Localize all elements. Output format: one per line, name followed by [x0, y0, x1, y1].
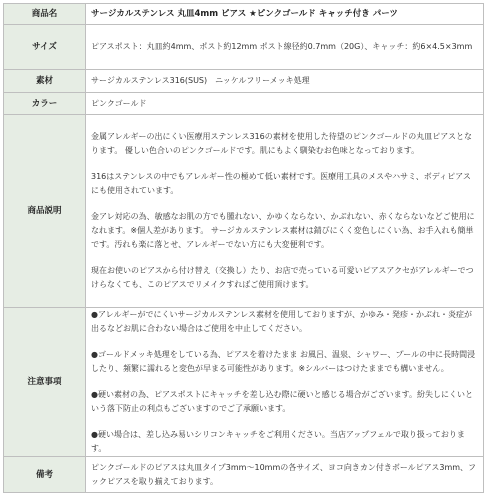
row-size	[4, 25, 484, 70]
notes-paragraph: ●ゴールドメッキ処理をしている為、ピアスを着けたまま お風呂、温泉、シャワー、プールの中に長時間浸したり、頻繁に濡れると変色が早まる可能性があります。※シルバーはつけたままでも構いません。	[91, 350, 476, 373]
label-size: サイズ	[4, 25, 86, 70]
value-size: ピアスポスト：丸皿約4mm、ポスト約12mm ポスト線径約0.7mm（20G）、キャッチ：約6×4.5×3mm	[86, 25, 484, 70]
notes-paragraph: ●硬い素材の為、ピアスポストにキャッチを差し込む際に硬いと感じる場合がございます。紛失しにくいという落下防止の利点もございますのでご了承願います。	[91, 390, 474, 413]
product-info-table-wrapper	[3, 3, 484, 493]
row-description	[4, 115, 484, 308]
value-product-name: サージカルステンレス 丸皿4mm ピアス ★ピンクゴールド キャッチ付き パーツ	[86, 4, 484, 25]
row-material	[4, 70, 484, 93]
label-product-name: 商品名	[4, 4, 86, 25]
value-color: ピンクゴールド	[86, 93, 484, 115]
description-paragraph: 金アレ対応の為、敏感なお肌の方でも腫れない、かゆくならない、かぶれない、赤くならないなどご使用になれます。※個人差があります。 サージカルステンレス素材は錆びにくく変色しにくい為、お手入れも簡単です。汚れも楽に落とせ、アレルギーでない方にも大変便利です。	[91, 212, 475, 249]
label-remarks: 備考	[4, 457, 86, 493]
description-paragraph: 金属アレルギーの出にくい医療用ステンレス316の素材を使用した待望のピンクゴールドの丸皿ピアスとなります。 優しい色合いのピンクゴールドです。肌にもよく馴染むお色味となっております。	[91, 132, 472, 155]
notes-paragraph: ●アレルギーがでにくいサージカルステンレス素材を使用しておりますが、かゆみ・発疹・かぶれ・炎症が出るなどお肌に合わない場合はご使用を中止してください。	[91, 310, 473, 333]
value-description	[86, 115, 484, 308]
row-remarks	[4, 457, 484, 493]
label-notes: 注意事項	[4, 308, 86, 457]
label-material: 素材	[4, 70, 86, 93]
value-notes	[86, 308, 484, 457]
row-product-name	[4, 4, 484, 25]
value-remarks: ピンクゴールドのピアスは丸皿タイプ3mm〜10mmの各サイズ、ヨコ向きカン付きボールピアス3mm、フックピアスを取り揃えております。	[86, 457, 484, 493]
description-paragraph: 現在お使いのピアスから付け替え（交換し）たり、お店で売っている可愛いピアスアクセがアレルギーでつけらなくても、このピアスでリメイクすればご使用頂けます。	[91, 266, 474, 289]
product-info-table	[3, 3, 484, 493]
description-paragraph: 316はステンレスの中でもアレルギー性の極めて低い素材です。医療用工具のメスやハサミ、ボディピアスにも使用されています。	[91, 172, 471, 195]
notes-paragraph: ●硬い場合は、差し込み易いシリコンキャッチをご利用ください。当店アップフェルで取り扱っております。	[91, 430, 465, 453]
row-color	[4, 93, 484, 115]
label-color: カラー	[4, 93, 86, 115]
value-material: サージカルステンレス316(SUS) ニッケルフリーメッキ処理	[86, 70, 484, 93]
label-description: 商品説明	[4, 115, 86, 308]
row-notes	[4, 308, 484, 457]
